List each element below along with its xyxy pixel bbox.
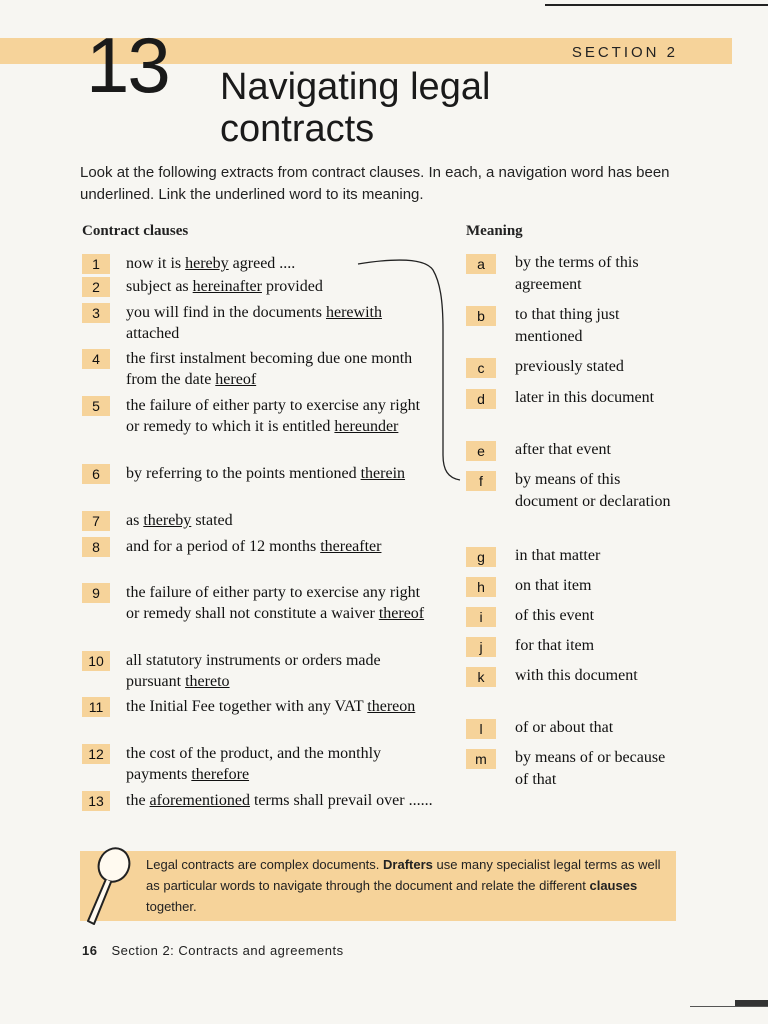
- clause-number: 1: [82, 254, 110, 274]
- meaning-letter: m: [466, 749, 496, 769]
- navigation-word: hereunder: [334, 418, 399, 435]
- meaning-letter: k: [466, 667, 496, 687]
- meaning-letter: j: [466, 637, 496, 657]
- meaning-text: after that event: [515, 441, 611, 458]
- tip-text: Legal contracts are complex documents. Drafters use many specialist legal terms as well as particular words to navigate through the document and relate the different clauses together.: [146, 857, 661, 914]
- clause-text: the aforementioned terms shall prevail over ......: [126, 792, 433, 809]
- meaning-text: by means of this document or declaration: [515, 471, 671, 510]
- page-footer: [82, 943, 344, 958]
- clause-number: 10: [82, 651, 110, 671]
- meaning-letter: d: [466, 389, 496, 409]
- navigation-word: hereby: [185, 255, 229, 272]
- navigation-word: hereinafter: [192, 278, 262, 295]
- meaning-text: of this event: [515, 607, 595, 624]
- clause-text: the Initial Fee together with any VAT thereon: [126, 698, 416, 715]
- meaning-text: by the terms of this agreement: [515, 254, 639, 293]
- meaning-letter: l: [466, 719, 496, 739]
- clause-number: 5: [82, 396, 110, 416]
- meaning-text: by means of or because of that: [515, 749, 666, 788]
- clause-number: 12: [82, 744, 110, 764]
- page-title: Navigating legal contracts: [220, 66, 491, 150]
- clause-text: the failure of either party to exercise any right or remedy to which it is entitled hereunder: [126, 397, 421, 435]
- top-rule: [545, 4, 768, 6]
- section-label: SECTION 2: [571, 44, 678, 61]
- clause-number: 4: [82, 349, 110, 369]
- meaning-letter: g: [466, 547, 496, 567]
- meaning-text: on that item: [515, 577, 592, 594]
- meaning-text: to that thing just mentioned: [515, 306, 620, 345]
- clause-number: 7: [82, 511, 110, 531]
- meaning-text: with this document: [515, 667, 638, 684]
- intro-paragraph: Look at the following extracts from contract clauses. In each, a navigation word has been underlined. Link the underlined word to its meaning.: [80, 164, 670, 203]
- meaning-letter: a: [466, 254, 496, 274]
- magnifying-glass-icon: [78, 841, 138, 931]
- meaning-text: previously stated: [515, 358, 624, 375]
- edge-rule: [690, 1006, 768, 1007]
- clause-text: and for a period of 12 months thereafter: [126, 538, 382, 555]
- unit-number: 13: [86, 21, 169, 109]
- navigation-word: thereafter: [320, 538, 382, 555]
- clause-number: 8: [82, 537, 110, 557]
- clause-text: the failure of either party to exercise any right or remedy shall not constitute a waiver thereof: [126, 584, 425, 622]
- clause-text: the first instalment becoming due one month from the date hereof: [126, 350, 413, 388]
- meaning-text: of or about that: [515, 719, 614, 736]
- clause-number: 2: [82, 277, 110, 297]
- navigation-word: thereby: [143, 512, 192, 529]
- footer-text: Section 2: Contracts and agreements: [111, 943, 344, 958]
- navigation-word: thereof: [378, 605, 425, 622]
- clause-number: 13: [82, 791, 110, 811]
- page-number: 16: [82, 943, 98, 958]
- meaning-letter: c: [466, 358, 496, 378]
- clause-text: now it is hereby agreed ....: [126, 255, 296, 272]
- meaning-letter: b: [466, 306, 496, 326]
- clause-number: 3: [82, 303, 110, 323]
- clauses-heading: Contract clauses: [82, 223, 189, 239]
- navigation-word: herewith: [325, 304, 382, 321]
- navigation-word: thereto: [185, 673, 230, 690]
- clause-text: by referring to the points mentioned therein: [126, 465, 406, 482]
- tip-box: [80, 851, 676, 921]
- navigation-word: hereof: [215, 371, 257, 388]
- meaning-letter: f: [466, 471, 496, 491]
- navigation-word: therein: [360, 465, 406, 482]
- clause-number: 6: [82, 464, 110, 484]
- meaning-letter: e: [466, 441, 496, 461]
- meaning-letter: i: [466, 607, 496, 627]
- clause-number: 11: [82, 697, 110, 717]
- meaning-text: in that matter: [515, 547, 601, 564]
- clause-text: the cost of the product, and the monthly payments therefore: [126, 745, 382, 783]
- meaning-heading: Meaning: [466, 223, 523, 239]
- clause-text: as thereby stated: [126, 512, 233, 529]
- navigation-word: thereon: [367, 698, 416, 715]
- clause-number: 9: [82, 583, 110, 603]
- navigation-word: aforementioned: [149, 792, 250, 809]
- meaning-text: for that item: [515, 637, 595, 654]
- navigation-word: therefore: [191, 766, 250, 783]
- clause-text: all statutory instruments or orders made pursuant thereto: [126, 652, 381, 690]
- meaning-letter: h: [466, 577, 496, 597]
- meaning-text: later in this document: [515, 389, 655, 406]
- clause-text: you will find in the documents herewith attached: [126, 304, 382, 342]
- clause-text: subject as hereinafter provided: [126, 278, 323, 295]
